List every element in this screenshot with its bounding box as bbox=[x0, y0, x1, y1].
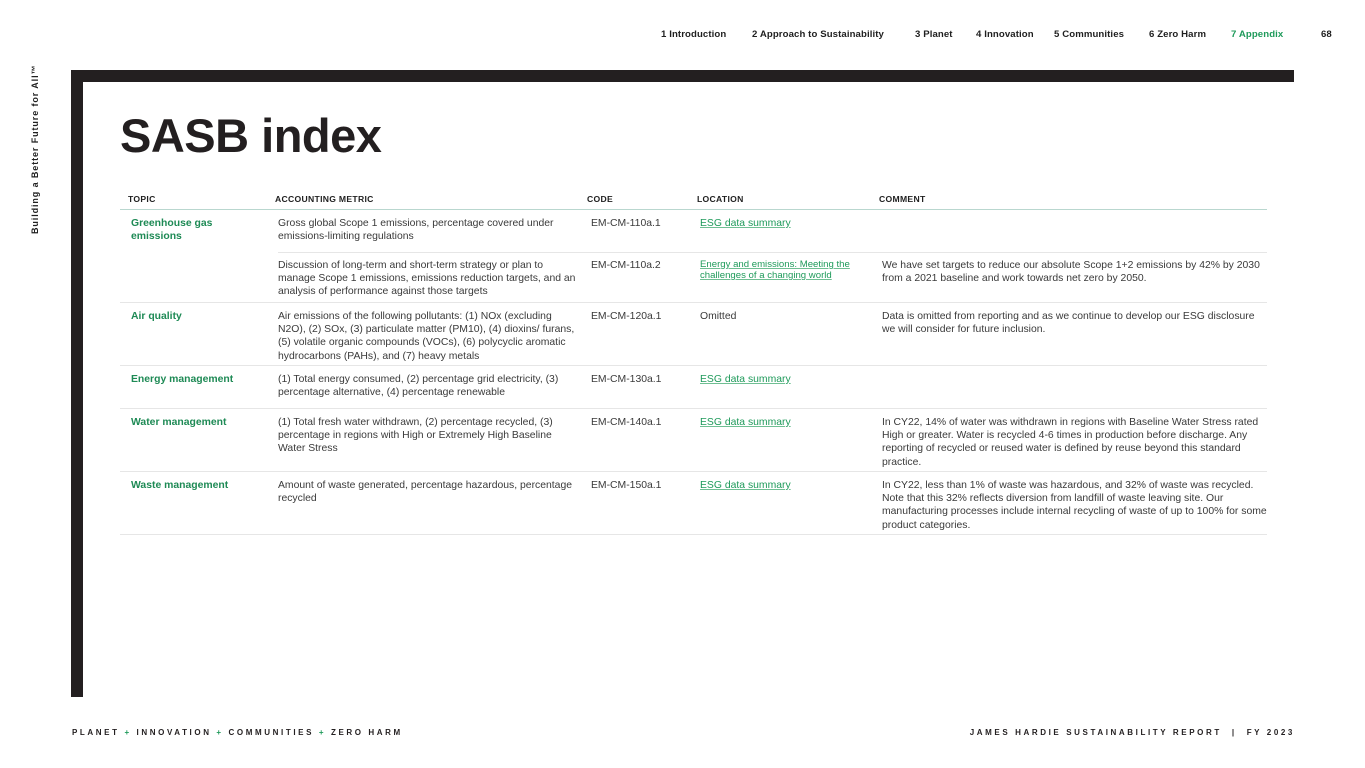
header-comment: COMMENT bbox=[879, 194, 926, 204]
report-name: JAMES HARDIE SUSTAINABILITY REPORT bbox=[969, 728, 1222, 737]
location-cell bbox=[700, 259, 870, 281]
nav-introduction[interactable]: 1 Introduction bbox=[661, 29, 727, 40]
table-row bbox=[120, 252, 1267, 303]
footer-pillar-innovation: INNOVATION bbox=[136, 728, 212, 737]
top-navigation bbox=[0, 29, 1365, 43]
table-row bbox=[120, 366, 1267, 409]
esg-data-summary-link[interactable]: ESG data summary bbox=[700, 218, 791, 229]
plus-icon: + bbox=[216, 728, 224, 737]
code-cell: EM-CM-110a.2 bbox=[591, 260, 661, 271]
table-header bbox=[120, 190, 1267, 210]
topic-cell: Waste management bbox=[131, 480, 229, 491]
metric-cell: (1) Total energy consumed, (2) percentage grid electricity, (3) percentage alternative, (4) percentage renewable bbox=[278, 374, 559, 399]
location-cell bbox=[700, 373, 870, 386]
location-cell bbox=[700, 479, 870, 492]
location-cell bbox=[700, 217, 870, 230]
topic-cell: Greenhouse gas emissions bbox=[131, 218, 213, 243]
header-location: LOCATION bbox=[697, 194, 744, 204]
report-year: FY 2023 bbox=[1246, 728, 1295, 737]
metric-cell: Discussion of long-term and short-term strategy or plan to manage Scope 1 emissions, emissions reduction targets, and an analysis of performance against those targets bbox=[278, 260, 576, 298]
nav-appendix[interactable]: 7 Appendix bbox=[1231, 29, 1284, 40]
frame-top-bar bbox=[71, 70, 1294, 82]
location-cell bbox=[700, 416, 870, 429]
footer-pillar-zero-harm: ZERO HARM bbox=[330, 728, 403, 737]
esg-data-summary-link[interactable]: ESG data summary bbox=[700, 480, 791, 491]
nav-innovation[interactable]: 4 Innovation bbox=[976, 29, 1034, 40]
esg-data-summary-link[interactable]: ESG data summary bbox=[700, 417, 791, 428]
header-topic: TOPIC bbox=[128, 194, 156, 204]
separator: | bbox=[1231, 728, 1237, 737]
code-cell: EM-CM-130a.1 bbox=[591, 374, 662, 385]
nav-approach-to-sustainability[interactable]: 2 Approach to Sustainability bbox=[752, 29, 884, 40]
energy-and-emissions-link[interactable]: Energy and emissions: Meeting the challenges of a changing world bbox=[700, 259, 850, 281]
comment-cell: In CY22, less than 1% of waste was hazardous, and 32% of waste was recycled. Note that this 32% reflects diversion from landfill of waste leaving site. Our manufacturing processes include internal recycling of waste of up to 100% for some product categories. bbox=[882, 480, 1267, 531]
footer-pillar-communities: COMMUNITIES bbox=[228, 728, 315, 737]
side-tagline: Building a Better Future for All™ bbox=[30, 64, 40, 234]
metric-cell: Air emissions of the following pollutants: (1) NOx (excluding N2O), (2) SOx, (3) particulate matter (PM10), (4) dioxins/ furans, (5) volatile organic compounds (VOCs), (6) polycyclic aromatic hydrocarbons (PAHs), and (7) heavy metals bbox=[278, 311, 575, 362]
esg-data-summary-link[interactable]: ESG data summary bbox=[700, 374, 791, 385]
nav-communities[interactable]: 5 Communities bbox=[1054, 29, 1125, 40]
code-cell: EM-CM-140a.1 bbox=[591, 417, 662, 428]
nav-zero-harm[interactable]: 6 Zero Harm bbox=[1149, 29, 1207, 40]
footer-report-title bbox=[970, 728, 1295, 737]
page-number: 68 bbox=[1321, 29, 1332, 40]
metric-cell: (1) Total fresh water withdrawn, (2) percentage recycled, (3) percentage in regions with High or Extremely High Baseline Water Stress bbox=[278, 417, 553, 455]
comment-cell: In CY22, 14% of water was withdrawn in regions with Baseline Water Stress rated High or greater. Water is recycled 4-6 times in production before discharge. Any reporting of recycled or reused water is defined by reuse beyond this standard practice. bbox=[882, 417, 1259, 468]
plus-icon: + bbox=[124, 728, 132, 737]
location-cell: Omitted bbox=[700, 311, 737, 322]
table-row bbox=[120, 409, 1267, 472]
metric-cell: Amount of waste generated, percentage hazardous, percentage recycled bbox=[278, 480, 573, 505]
comment-cell: Data is omitted from reporting and as we continue to develop our ESG disclosure we will consider for future inclusion. bbox=[882, 311, 1255, 336]
table-row bbox=[120, 303, 1267, 366]
sasb-table bbox=[120, 190, 1267, 535]
table-row bbox=[120, 472, 1267, 535]
comment-cell: We have set targets to reduce our absolute Scope 1+2 emissions by 42% by 2030 from a 2021 baseline and work towards net zero by 2050. bbox=[882, 260, 1260, 285]
code-cell: EM-CM-120a.1 bbox=[591, 311, 662, 322]
page-title: SASB index bbox=[120, 109, 382, 162]
plus-icon: + bbox=[318, 728, 327, 737]
topic-cell: Water management bbox=[131, 417, 227, 428]
header-code: CODE bbox=[587, 194, 614, 204]
metric-cell: Gross global Scope 1 emissions, percentage covered under emissions-limiting regulations bbox=[278, 218, 554, 243]
code-cell: EM-CM-110a.1 bbox=[591, 218, 661, 229]
footer-pillars bbox=[72, 728, 403, 737]
frame-left-bar bbox=[71, 70, 83, 697]
topic-cell: Energy management bbox=[131, 374, 234, 385]
topic-cell: Air quality bbox=[131, 311, 182, 322]
nav-planet[interactable]: 3 Planet bbox=[915, 29, 953, 40]
header-accounting-metric: ACCOUNTING METRIC bbox=[275, 194, 374, 204]
footer-pillar-planet: PLANET bbox=[72, 728, 120, 737]
code-cell: EM-CM-150a.1 bbox=[591, 480, 662, 491]
table-row bbox=[120, 210, 1267, 252]
